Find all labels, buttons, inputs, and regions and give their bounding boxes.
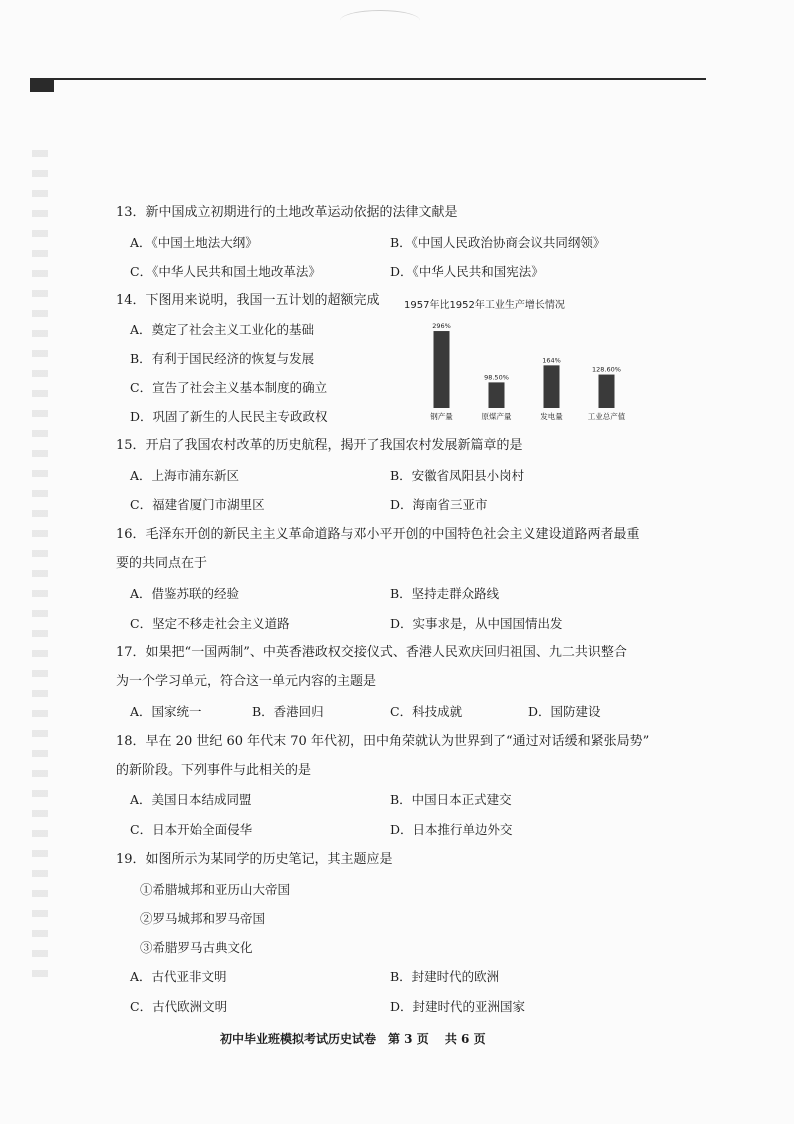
chart-bar: [434, 331, 450, 408]
q17-option-a[interactable]: A．国家统一: [130, 704, 202, 719]
chart-title: 1957年比1952年工业生产增长情况: [404, 300, 565, 311]
q19-option-c[interactable]: C．古代欧洲文明: [130, 999, 228, 1014]
chart-category-label: 原煤产量: [481, 412, 512, 421]
chart-bar: [599, 375, 615, 408]
binding-margin: [32, 150, 48, 990]
q16-option-a[interactable]: A．借鉴苏联的经验: [130, 586, 240, 601]
q19-option-a[interactable]: A．古代亚非文明: [130, 969, 227, 984]
chart-value-label: 128.60%: [592, 365, 621, 374]
page-footer: 初中毕业班模拟考试历史试卷 第 3 页 共 6 页: [220, 1032, 486, 1046]
scan-smudge: [340, 10, 420, 31]
q13-option-c[interactable]: C．《中华人民共和国土地改革法》: [130, 264, 321, 279]
q19-stem: 19．如图所示为某同学的历史笔记，其主题应是: [116, 852, 393, 867]
q16-option-d[interactable]: D．实事求是，从中国国情出发: [390, 616, 563, 631]
q19-option-b[interactable]: B．封建时代的欧洲: [390, 969, 500, 984]
q18-option-d[interactable]: D．日本推行单边外交: [390, 822, 513, 837]
q15-option-c[interactable]: C．福建省厦门市湖里区: [130, 497, 265, 512]
q14-option-d[interactable]: D．巩固了新生的人民民主专政政权: [130, 409, 328, 424]
q15-option-b[interactable]: B．安徽省凤阳县小岗村: [390, 468, 525, 483]
q19-note-1: ①希腊城邦和亚历山大帝国: [140, 882, 291, 897]
q15-stem: 15．开启了我国农村改革的历史航程，揭开了我国农村发展新篇章的是: [116, 438, 523, 453]
q13-option-a[interactable]: A．《中国土地法大纲》: [130, 235, 258, 250]
q15-option-d[interactable]: D．海南省三亚市: [390, 497, 488, 512]
header-rule: [30, 78, 706, 80]
q17-stem-cont: 为一个学习单元，符合这一单元内容的主题是: [116, 674, 377, 689]
q14-option-b[interactable]: B．有利于国民经济的恢复与发展: [130, 351, 315, 366]
chart-category-label: 工业总产值: [587, 412, 626, 421]
q15-option-a[interactable]: A．上海市浦东新区: [130, 468, 240, 483]
chart-svg: [404, 296, 644, 426]
q13-option-d[interactable]: D．《中华人民共和国宪法》: [390, 264, 544, 279]
q14-stem: 14．下图用来说明，我国一五计划的超额完成: [116, 293, 380, 308]
q16-option-b[interactable]: B．坚持走群众路线: [390, 586, 500, 601]
q19-option-d[interactable]: D．封建时代的亚洲国家: [390, 999, 526, 1014]
q18-option-c[interactable]: C．日本开始全面侵华: [130, 822, 253, 837]
chart-bar: [489, 382, 505, 408]
header-block: [30, 80, 54, 92]
q16-stem: 16．毛泽东开创的新民主主义革命道路与邓小平开创的中国特色社会主义建设道路两者最重: [116, 527, 640, 542]
q16-stem-cont: 要的共同点在于: [116, 556, 208, 571]
q18-stem-cont: 的新阶段。下列事件与此相关的是: [116, 763, 312, 778]
q17-stem: 17．如果把“一国两制”、中英香港政权交接仪式、香港人民欢庆回归祖国、九二共识整合: [116, 645, 627, 660]
q19-note-3: ③希腊罗马古典文化: [140, 940, 253, 955]
chart-value-label: 296%: [432, 322, 451, 331]
q14-option-a[interactable]: A．奠定了社会主义工业化的基础: [130, 322, 315, 337]
q16-option-c[interactable]: C．坚定不移走社会主义道路: [130, 616, 290, 631]
q18-stem: 18．早在 20 世纪 60 年代末 70 年代初，田中角荣就认为世界到了“通过对话缓和紧张局势”: [116, 734, 650, 749]
q17-option-c[interactable]: C．科技成就: [390, 704, 463, 719]
chart-category-label: 钢产量: [430, 412, 453, 421]
industry-growth-chart: [404, 296, 644, 426]
chart-value-label: 164%: [542, 356, 561, 365]
q17-option-d[interactable]: D．国防建设: [528, 704, 601, 719]
q13-stem: 13．新中国成立初期进行的土地改革运动依据的法律文献是: [116, 205, 458, 220]
chart-category-label: 发电量: [540, 412, 563, 421]
q18-option-b[interactable]: B．中国日本正式建交: [390, 792, 512, 807]
q19-note-2: ②罗马城邦和罗马帝国: [140, 911, 266, 926]
q18-option-a[interactable]: A．美国日本结成同盟: [130, 792, 252, 807]
q14-option-c[interactable]: C．宣告了社会主义基本制度的确立: [130, 380, 328, 395]
chart-bar: [544, 365, 560, 408]
q17-option-b[interactable]: B．香港回归: [252, 704, 324, 719]
q13-option-b[interactable]: B．《中国人民政治协商会议共同纲领》: [390, 235, 606, 250]
chart-value-label: 98.50%: [484, 373, 509, 382]
